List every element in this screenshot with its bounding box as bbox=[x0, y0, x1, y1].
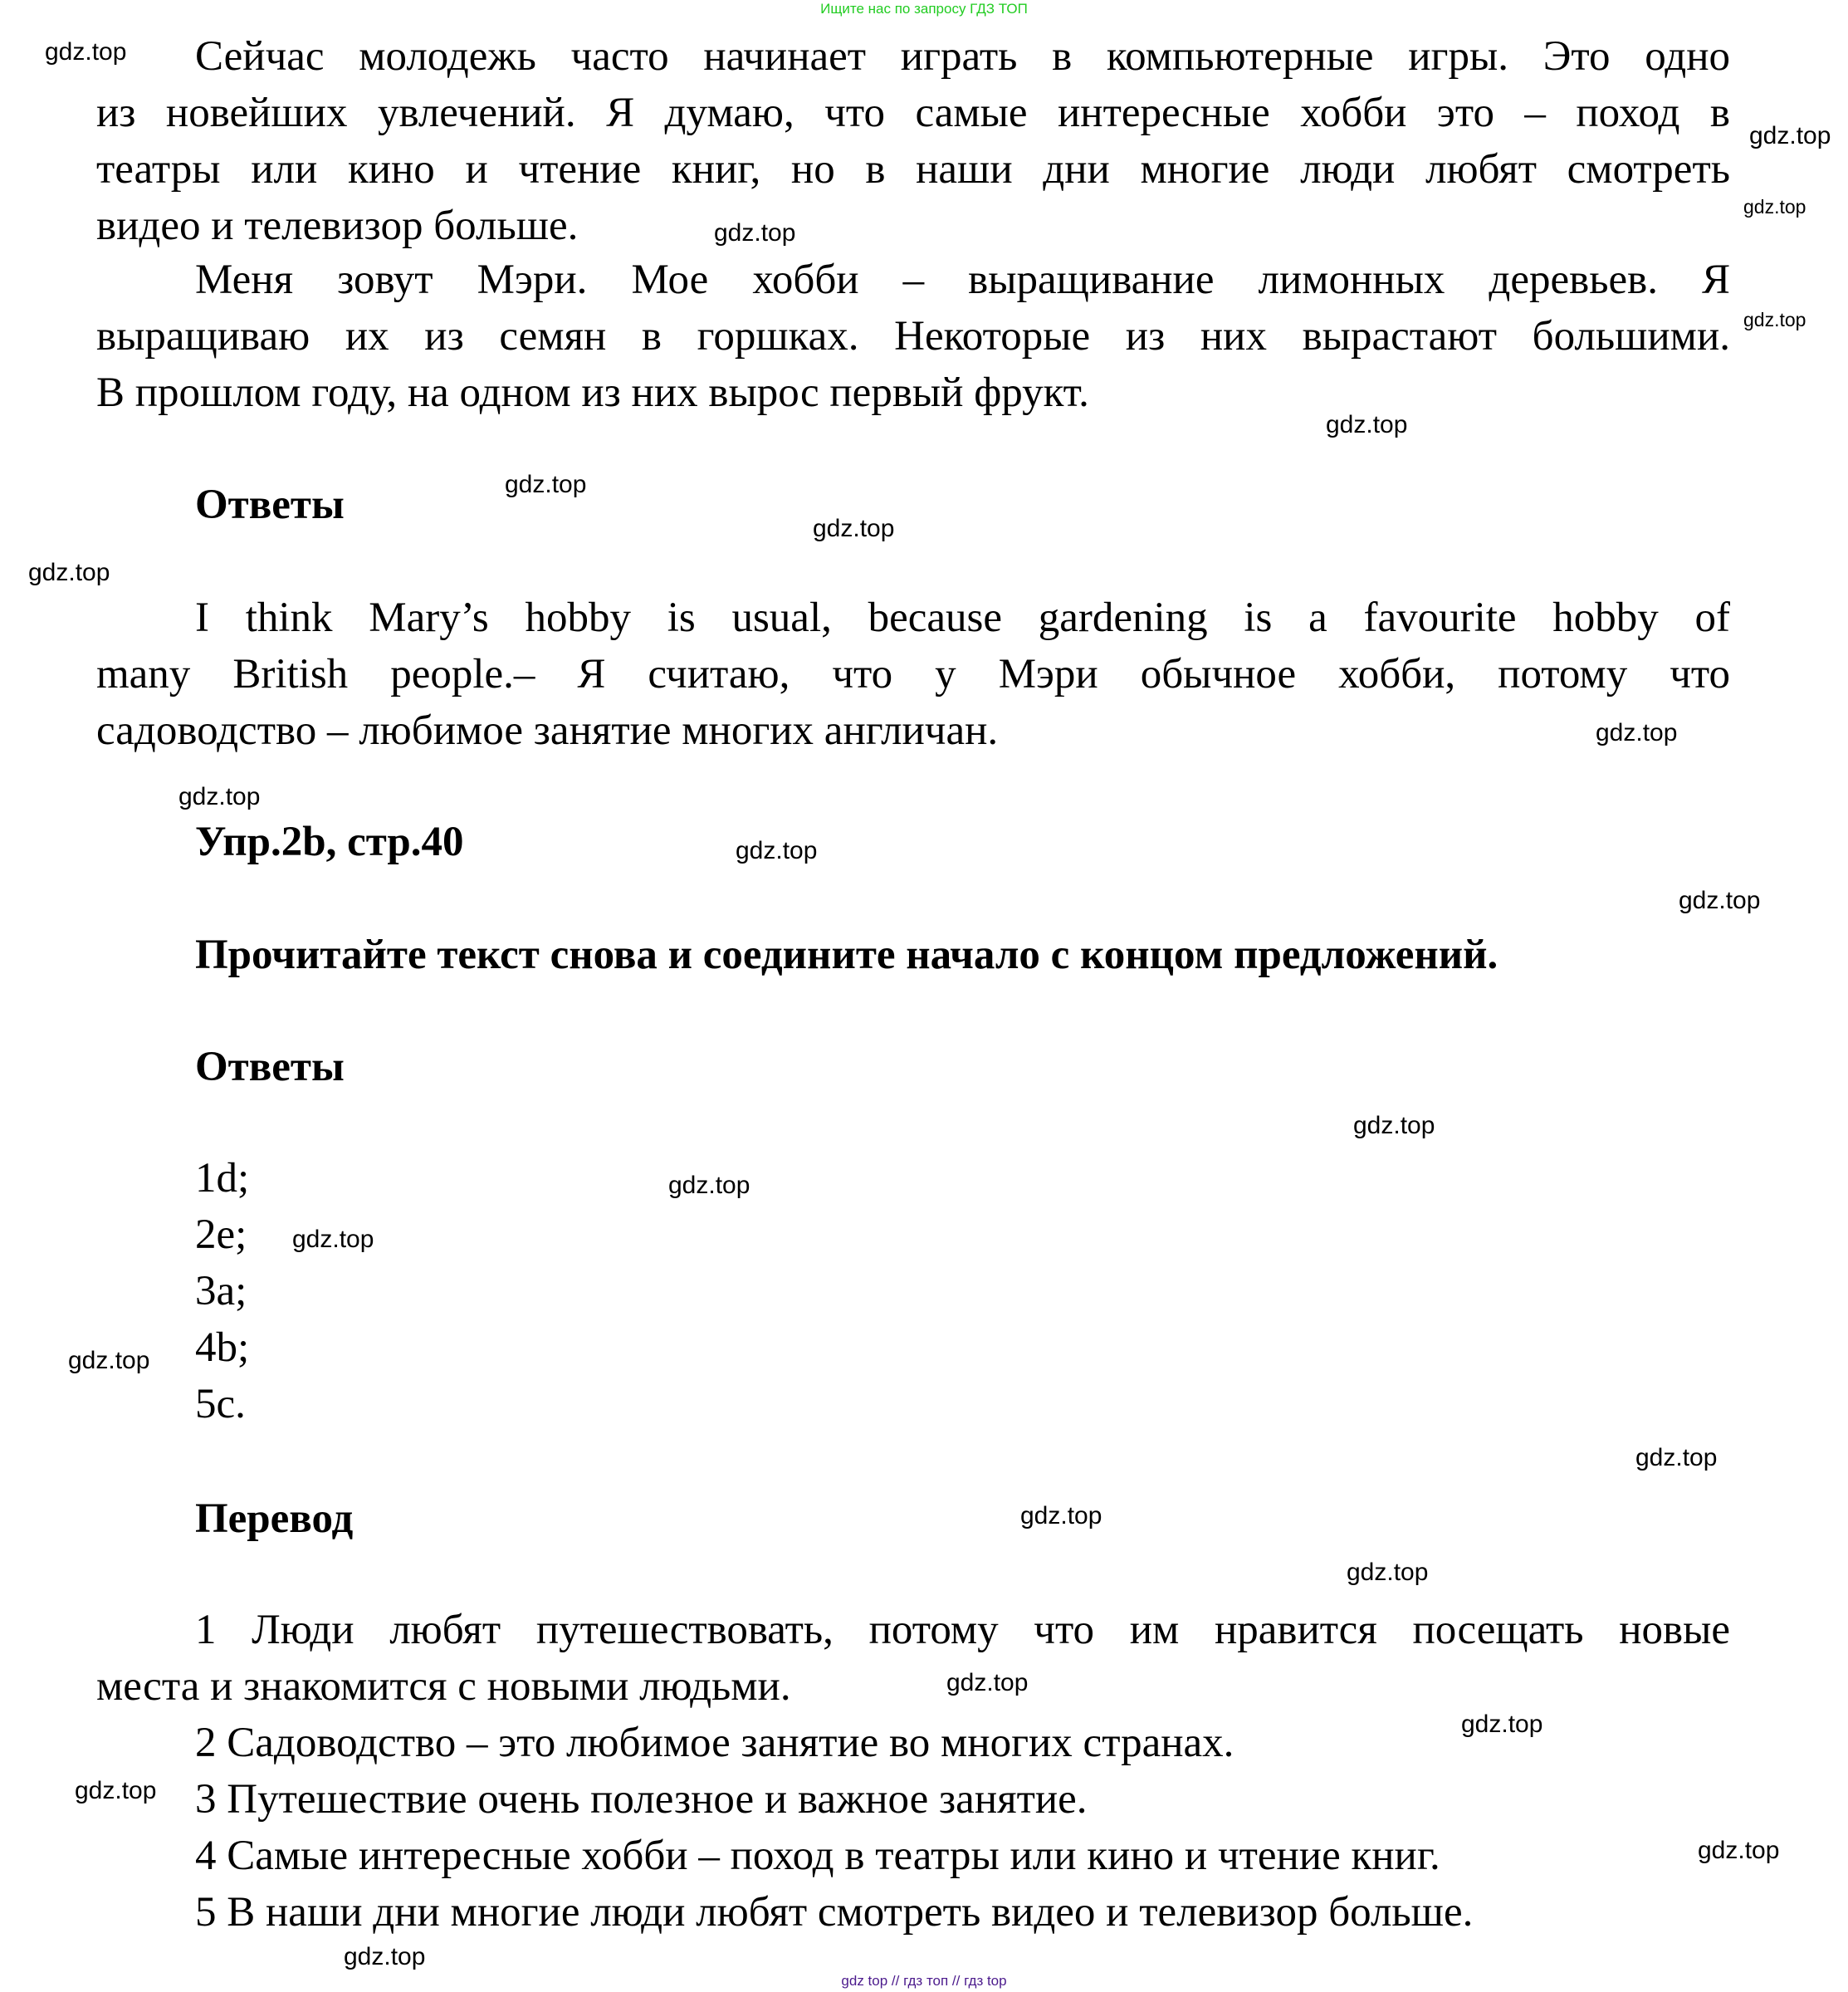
watermark: gdz.top bbox=[1353, 1112, 1435, 1139]
text-line: 5 В наши дни многие люди любят смотреть видео и телевизор больше. bbox=[195, 1889, 1474, 1936]
text-line: места и знакомится с новыми людьми. bbox=[96, 1663, 791, 1710]
answer-item: 3a; bbox=[195, 1268, 247, 1314]
watermark: gdz.top bbox=[736, 837, 818, 864]
watermark: gdz.top bbox=[1743, 196, 1806, 218]
text-line: выращиваю их из семян в горшках. Некоторые из них вырастают большими. bbox=[96, 313, 1730, 360]
answers-heading: Ответы bbox=[195, 482, 345, 528]
watermark: gdz.top bbox=[1679, 887, 1761, 914]
text-line: 1 Люди любят путешествовать, потому что им нравится посещать новые bbox=[195, 1607, 1730, 1653]
text-line: I think Mary’s hobby is usual, because gardening is a favourite hobby of bbox=[195, 595, 1730, 641]
watermark: gdz.top bbox=[1698, 1837, 1780, 1864]
answer-item: 4b; bbox=[195, 1324, 250, 1371]
watermark: gdz.top bbox=[178, 783, 261, 810]
watermark: gdz.top bbox=[75, 1777, 157, 1804]
watermark: gdz.top bbox=[292, 1226, 374, 1253]
watermark: gdz.top bbox=[505, 471, 587, 498]
watermark: gdz.top bbox=[45, 38, 127, 66]
top-banner[interactable]: Ищите нас по запросу ГДЗ ТОП bbox=[820, 1, 1028, 17]
watermark: gdz.top bbox=[813, 515, 895, 542]
answer-item: 5c. bbox=[195, 1381, 246, 1427]
watermark: gdz.top bbox=[1020, 1502, 1102, 1529]
text-line: many British people.– Я считаю, что у Мэри обычное хобби, потому что bbox=[96, 651, 1730, 697]
text-line: Сейчас молодежь часто начинает играть в компьютерные игры. Это одно bbox=[195, 33, 1730, 80]
text-line: театры или кино и чтение книг, но в наши дни многие люди любят смотреть bbox=[96, 146, 1730, 193]
watermark: gdz.top bbox=[668, 1172, 750, 1199]
watermark: gdz.top bbox=[946, 1669, 1029, 1696]
exercise-title: Упр.2b, стр.40 bbox=[195, 819, 464, 865]
text-line: видео и телевизор больше. bbox=[96, 203, 579, 249]
text-line: из новейших увлечений. Я думаю, что самые интересные хобби это – поход в bbox=[96, 90, 1730, 136]
footer-links[interactable]: gdz top // гдз топ // гдз top bbox=[841, 1973, 1007, 1989]
instruction: Прочитайте текст снова и соедините начало с концом предложений. bbox=[195, 932, 1498, 978]
paragraph-2 bbox=[96, 252, 1730, 421]
watermark: gdz.top bbox=[1743, 309, 1806, 330]
text-line: садоводство – любимое занятие многих англичан. bbox=[96, 707, 999, 754]
watermark: gdz.top bbox=[1461, 1711, 1543, 1738]
watermark: gdz.top bbox=[68, 1347, 150, 1374]
answer-item: 2e; bbox=[195, 1211, 247, 1258]
paragraph-1 bbox=[96, 28, 1730, 254]
translation-heading: Перевод bbox=[195, 1495, 354, 1542]
answers-heading: Ответы bbox=[195, 1044, 345, 1090]
answers-list bbox=[195, 1150, 249, 1432]
translation bbox=[96, 1602, 1730, 1941]
watermark: gdz.top bbox=[1749, 122, 1831, 149]
answer-item: 1d; bbox=[195, 1155, 250, 1202]
watermark: gdz.top bbox=[1635, 1444, 1718, 1471]
text-line: 4 Самые интересные хобби – поход в театры или кино и чтение книг. bbox=[195, 1833, 1440, 1879]
watermark: gdz.top bbox=[344, 1943, 426, 1970]
watermark: gdz.top bbox=[1596, 719, 1678, 746]
text-line: 2 Садоводство – это любимое занятие во многих странах. bbox=[195, 1720, 1234, 1766]
watermark: gdz.top bbox=[1347, 1559, 1429, 1586]
watermark: gdz.top bbox=[714, 219, 796, 247]
text-line: Меня зовут Мэри. Мое хобби – выращивание лимонных деревьев. Я bbox=[195, 257, 1730, 303]
watermark: gdz.top bbox=[1326, 411, 1408, 438]
paragraph-3 bbox=[96, 590, 1730, 759]
text-line: В прошлом году, на одном из них вырос первый фрукт. bbox=[96, 370, 1089, 416]
text-line: 3 Путешествие очень полезное и важное занятие. bbox=[195, 1776, 1088, 1823]
watermark: gdz.top bbox=[28, 559, 110, 586]
